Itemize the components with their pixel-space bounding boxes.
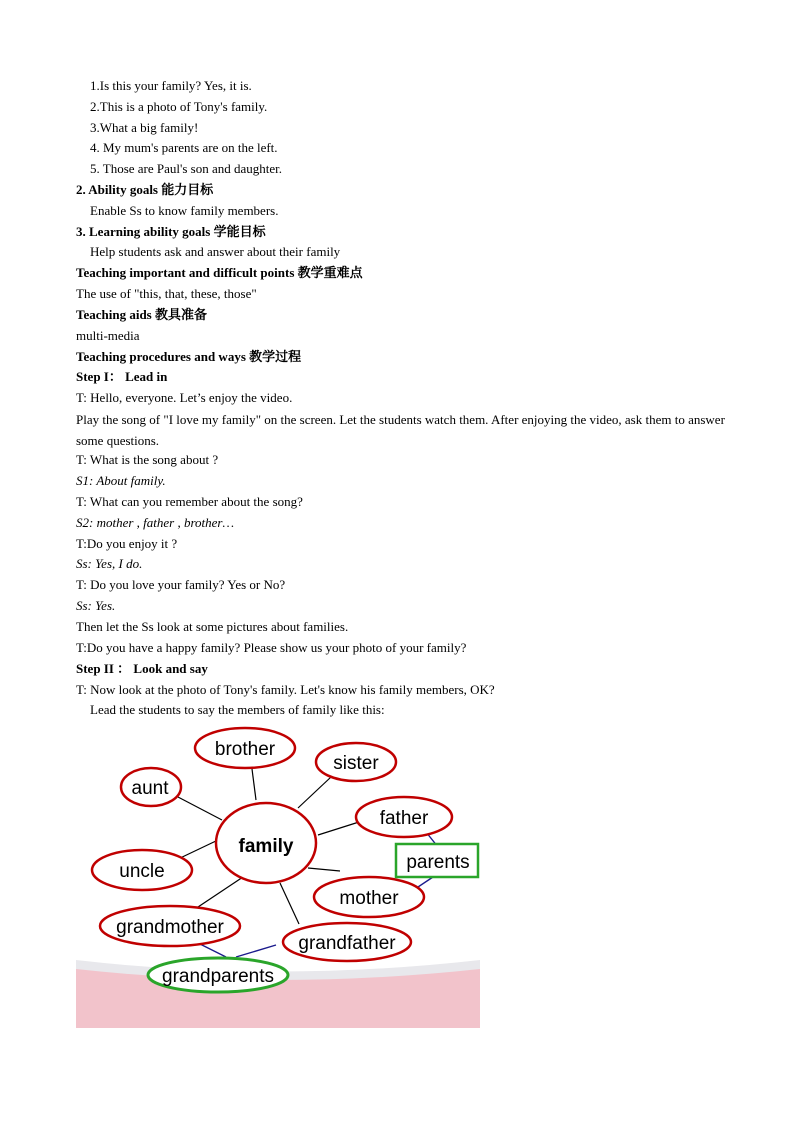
label-parents: parents [406,852,470,873]
step1-heading: Step I： Lead in [76,369,168,384]
objective-3: 3.What a big family! [90,120,199,135]
spoke-aunt [178,797,222,820]
important-heading: Teaching important and difficult points 教学重难点 [76,265,363,280]
spoke-father [318,822,359,835]
connector-grandmother-grandparents [198,943,226,957]
step1-line-2: Play the song of "I love my family" on the screen. Let the students watch them. After enjoying the video, ask them to answer some questions. [76,412,725,448]
objective-2: 2.This is a photo of Tony's family. [90,99,268,114]
step1-line-5: T: What can you remember about the song? [76,494,303,509]
label-uncle: uncle [119,861,165,882]
spoke-mother [308,868,340,871]
label-sister: sister [333,753,379,774]
step1-line-12: T:Do you have a happy family? Please show us your photo of your family? [76,640,467,655]
procedures-heading: Teaching procedures and ways 教学过程 [76,349,302,364]
learning-text: Help students ask and answer about their family [90,244,341,259]
label-father: father [379,808,429,829]
step2-line-1: T: Now look at the photo of Tony's family. Let's know his family members, OK? [76,682,495,697]
label-aunt: aunt [131,778,169,799]
spoke-grandmother [198,877,243,907]
step1-line-11: Then let the Ss look at some pictures about families. [76,619,349,634]
step1-line-7: T:Do you enjoy it ? [76,536,178,551]
label-grandfather: grandfather [298,933,396,954]
ability-heading: 2. Ability goals 能力目标 [76,182,214,197]
step1-line-3: T: What is the song about ? [76,452,219,467]
learning-heading: 3. Learning ability goals 学能目标 [76,224,266,239]
spoke-brother [252,769,256,800]
step1-line-4: S1: About family. [76,473,166,488]
step1-line-9: T: Do you love your family? Yes or No? [76,577,286,592]
objective-5: 5. Those are Paul's son and daughter. [90,161,283,176]
label-grandparents: grandparents [162,966,274,987]
objective-1: 1.Is this your family? Yes, it is. [90,78,252,93]
label-brother: brother [214,739,276,760]
step1-line-10: Ss: Yes. [76,598,116,613]
family-diagram [76,725,480,1028]
step2-line-2: Lead the students to say the members of family like this: [90,702,385,717]
label-mother: mother [339,888,399,909]
label-grandmother: grandmother [116,917,224,938]
step1-line-6: S2: mother , father , brother… [76,515,235,530]
important-text: The use of "this, that, these, those" [76,286,257,301]
step1-line-8: Ss: Yes, I do. [76,556,143,571]
label-family: family [238,836,294,857]
aids-heading: Teaching aids 教具准备 [76,307,207,322]
connector-grandfather-grandparents [236,945,276,957]
step2-heading: Step II ： Look and say [76,661,208,676]
spoke-grandfather [280,883,299,924]
aids-text: multi-media [76,328,140,343]
objective-4: 4. My mum's parents are on the left. [90,140,278,155]
spoke-sister [298,777,331,808]
ability-text: Enable Ss to know family members. [90,203,279,218]
step1-line-1: T: Hello, everyone. Let’s enjoy the video. [76,390,293,405]
